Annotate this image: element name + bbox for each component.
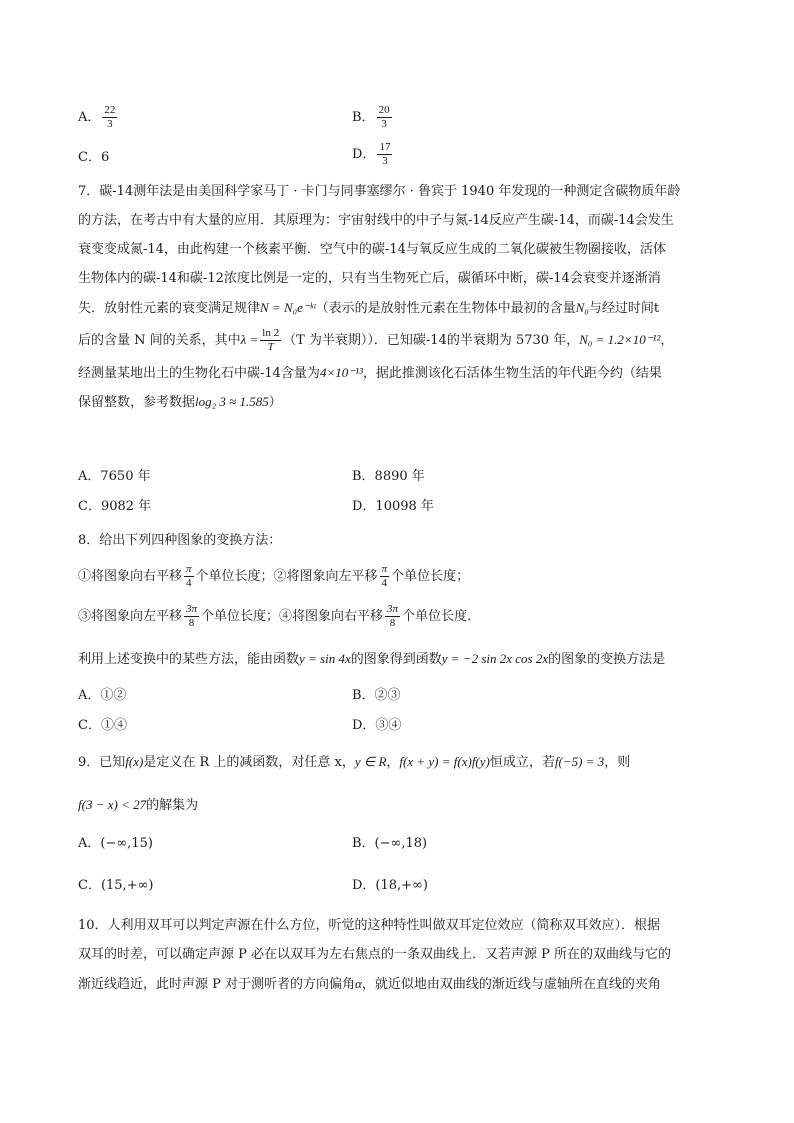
q8-option-d[interactable]: D．③④ (352, 718, 402, 733)
text-fragment: 失．放射性元素的衰变满足规律 (78, 301, 261, 316)
denominator: 3 (381, 118, 387, 130)
q9-option-c[interactable]: C．(15,+∞) (78, 878, 154, 893)
text-fragment: 保留整数，参考数据 (78, 395, 196, 410)
text-fragment: 个单位长度． (402, 609, 481, 624)
text-fragment: 后的含量 N 间的关系，其中 (78, 333, 241, 348)
q9-option-a[interactable]: A．(−∞,15) (78, 836, 153, 851)
q6-option-c[interactable] (78, 148, 109, 168)
text-fragment: ①将图象向右平移 (78, 569, 183, 584)
text-fragment: 恒成立，若 (489, 755, 555, 770)
text-fragment: 利用上述变换中的某些方法，能由函数 (78, 652, 300, 667)
variable-domain: y ∈ R (354, 754, 387, 769)
question-10 (78, 911, 718, 998)
text-fragment: ， (660, 333, 674, 348)
text-fragment: 的图象的变换方法是 (548, 652, 666, 667)
q8-option-c[interactable]: C．①④ (78, 718, 127, 733)
question-7-text: 的方法，在考古中有大量的应用．其原理为：宇宙射线中的中子与氮-14反应产生碳-14，而碳-14会发生 (78, 213, 674, 228)
source-function: y = sin 4x (299, 651, 351, 666)
question-10-text: 10．人利用双耳可以判定声源在什么方位，听觉的这种特性叫做双耳定位效应（简称双耳效应）．根据 (78, 918, 661, 933)
fraction (184, 603, 199, 630)
fraction (377, 104, 392, 131)
text-fragment: ③将图象向左平移 (78, 609, 183, 624)
text-fragment: （表示的是放射性元素在生物体中最初的含量 (315, 301, 576, 316)
lambda-symbol: λ = (240, 332, 259, 347)
numerator: 17 (379, 141, 391, 153)
text-fragment: 9．已知 (78, 755, 126, 770)
question-7-text (78, 293, 718, 322)
functional-equation: f(x + y) = f(x)f(y) (399, 754, 490, 769)
question-7-text: 生物体内的碳-14和碳-12浓度比例是一定的，只有当生物死亡后，碳循环中断，碳-14会衰变并逐渐消 (78, 271, 661, 286)
denominator: 3 (382, 155, 388, 167)
q8-option-a[interactable]: A．①② (78, 688, 127, 703)
text-fragment: ， (386, 755, 400, 770)
fraction (377, 141, 392, 168)
initial-amount-value: N₀ = 1.2×10⁻¹² (579, 332, 661, 347)
target-function: y = −2 sin 2x cos 2x (441, 651, 549, 666)
question-8-title: 8．给出下列四种图象的变换方法： (78, 533, 282, 548)
q6-option-d[interactable] (352, 141, 394, 168)
fraction (102, 104, 117, 131)
decay-formula: N = N₀e⁻ᵏᵗ (260, 300, 316, 315)
question-10-text (78, 969, 718, 998)
denominator: T (267, 341, 274, 353)
text-fragment: 的解集为 (146, 798, 199, 813)
fraction (184, 563, 194, 590)
question-7 (78, 177, 718, 416)
numerator: 20 (378, 104, 390, 116)
text-fragment: 与经过时间t (588, 301, 660, 316)
option-label: B． (352, 110, 375, 125)
q7-option-d[interactable]: D．10098 年 (352, 499, 434, 514)
option-label: C． (78, 150, 101, 165)
text-fragment: 个单位长度；②将图象向左平移 (195, 569, 378, 584)
text-fragment: （T 为半衰期））．已知碳-14的半衰期为 5730 年， (283, 333, 580, 348)
denominator: 4 (186, 577, 192, 589)
text-fragment: 渐近线趋近，此时声源 P 对于测听者的方向偏角 (78, 977, 356, 992)
text-fragment: ，则 (604, 755, 631, 770)
initial-amount-symbol: N₀ (575, 300, 589, 315)
numerator: 3π (387, 603, 399, 615)
option-value: 6 (100, 150, 110, 165)
fraction (380, 563, 390, 590)
text-fragment: ，据此推测该化石活体生物生活的年代距今约（结果 (362, 366, 662, 381)
option-label: D． (352, 147, 376, 162)
denominator: 3 (107, 118, 113, 130)
text-fragment: ） (268, 395, 282, 410)
question-9-stem-2 (78, 795, 198, 816)
question-9-stem (78, 752, 630, 773)
angle-symbol: α (355, 976, 362, 991)
numerator: 3π (186, 603, 198, 615)
inequality: f(3 − x) < 27 (78, 797, 147, 812)
numerator: ln 2 (262, 327, 280, 339)
denominator: 4 (381, 577, 388, 589)
fraction (260, 327, 281, 354)
question-8-method-1-2 (78, 563, 469, 590)
q7-option-b[interactable]: B．8890 年 (352, 469, 425, 484)
q9-option-b[interactable]: B．(−∞,18) (352, 836, 428, 851)
text-fragment: 个单位长度；④将图象向右平移 (201, 609, 384, 624)
fraction (385, 603, 400, 630)
question-10-text: 双耳的时差，可以确定声源 P 必在以双耳为左右焦点的一条双曲线上．又若声源 P 所在的双曲线与它的 (78, 947, 672, 962)
question-7-text: 7．碳-14测年法是由美国科学家马丁 · 卡门与同事塞缪尔 · 鲁宾于 1940 年发现的一种测定含碳物质年龄 (78, 184, 681, 199)
reference-log-value: log₂ 3 ≈ 1.585 (195, 394, 269, 409)
numerator: π (381, 563, 388, 575)
text-fragment: 的图象得到函数 (350, 652, 442, 667)
numerator: π (186, 563, 192, 575)
text-fragment: 个单位长度； (391, 569, 470, 584)
numerator: 22 (104, 104, 116, 116)
text-fragment: 是定义在 R 上的减函数，对任意 x， (143, 755, 355, 770)
q6-option-b[interactable] (352, 104, 394, 131)
q7-option-c[interactable]: C．9082 年 (78, 499, 152, 514)
question-7-text (78, 358, 718, 387)
q7-option-a[interactable]: A．7650 年 (78, 469, 151, 484)
function-symbol: f(x) (125, 754, 144, 769)
q8-option-b[interactable]: B．②③ (352, 688, 401, 703)
question-7-text (78, 322, 718, 358)
text-fragment: 经测量某地出土的生物化石中碳-14含量为 (78, 366, 320, 381)
option-label: A． (78, 110, 101, 125)
question-7-text: 衰变变成氮-14，由此构建一个核素平衡．空气中的碳-14与氧反应生成的二氧化碳被生物圈接收，活体 (78, 242, 666, 257)
denominator: 8 (389, 617, 396, 629)
question-7-text (78, 387, 718, 416)
text-fragment: ，就近似地由双曲线的渐近线与虚轴所在直线的夹角 (361, 977, 661, 992)
measured-amount: 4×10⁻¹³ (319, 365, 363, 380)
q9-option-d[interactable]: D．(18,+∞) (352, 878, 428, 893)
given-condition: f(−5) = 3 (554, 754, 605, 769)
denominator: 8 (188, 617, 195, 629)
question-8-method-3-4 (78, 603, 480, 630)
question-8-stem (78, 649, 665, 670)
q6-option-a[interactable] (78, 104, 119, 131)
